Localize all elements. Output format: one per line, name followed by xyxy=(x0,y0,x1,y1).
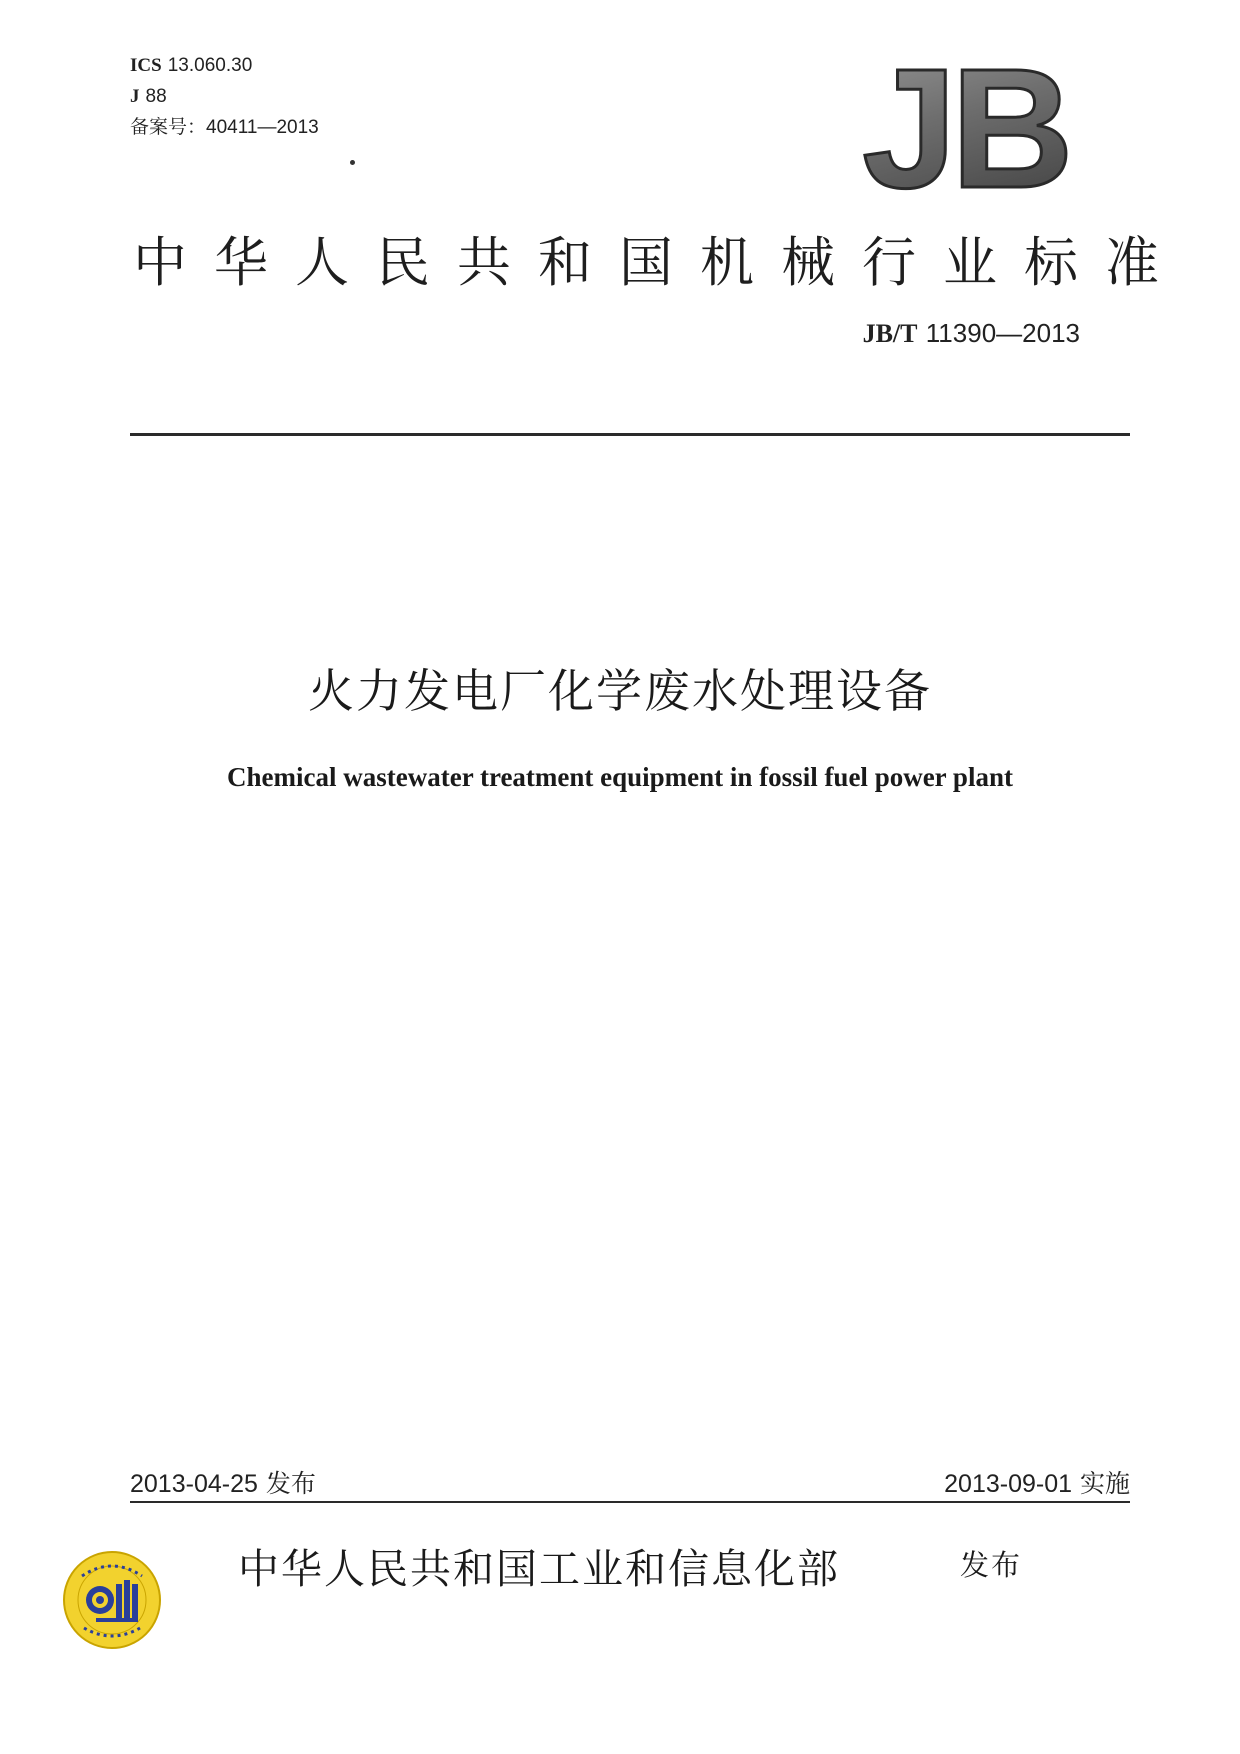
filing-line xyxy=(130,112,319,143)
document-title-en: Chemical wastewater treatment equipment in fossil fuel power plant xyxy=(227,762,1013,792)
effective-date-group xyxy=(944,1464,1130,1500)
ics-code: 13.060.30 xyxy=(167,55,253,76)
publisher-suffix: 发布 xyxy=(960,1548,1023,1582)
jb-logo xyxy=(845,55,1085,205)
publisher-seal-icon xyxy=(62,1550,162,1650)
classification-block xyxy=(130,50,319,143)
top-divider xyxy=(130,433,1130,436)
scan-dot xyxy=(350,160,355,165)
publisher-name: 中华人民共和国工业和信息化部 xyxy=(238,1545,840,1593)
ics-label: ICS xyxy=(130,55,162,76)
filing-code: 40411—2013 xyxy=(206,117,319,138)
issue-date-group xyxy=(130,1464,316,1500)
issue-label: 发布 xyxy=(265,1469,316,1498)
j-label: J xyxy=(130,86,140,107)
standard-number xyxy=(863,318,1080,349)
effective-label: 实施 xyxy=(1079,1469,1130,1498)
bottom-divider xyxy=(130,1501,1130,1503)
effective-date: 2013-09-01 xyxy=(944,1470,1073,1498)
j-code: 88 xyxy=(145,86,167,107)
document-title-cn: 火力发电厂化学废水处理设备 xyxy=(308,664,932,718)
standard-number-prefix: JB/T xyxy=(862,319,918,348)
standard-number-code: 11390—2013 xyxy=(925,318,1080,348)
issue-date: 2013-04-25 xyxy=(130,1470,258,1498)
filing-label: 备案号： xyxy=(130,116,207,138)
jb-logo-text: JB xyxy=(862,55,1068,205)
standard-title: 中华人民共和国机械行业标准 xyxy=(133,231,1186,294)
j-line xyxy=(130,81,319,112)
ics-line xyxy=(130,50,319,81)
